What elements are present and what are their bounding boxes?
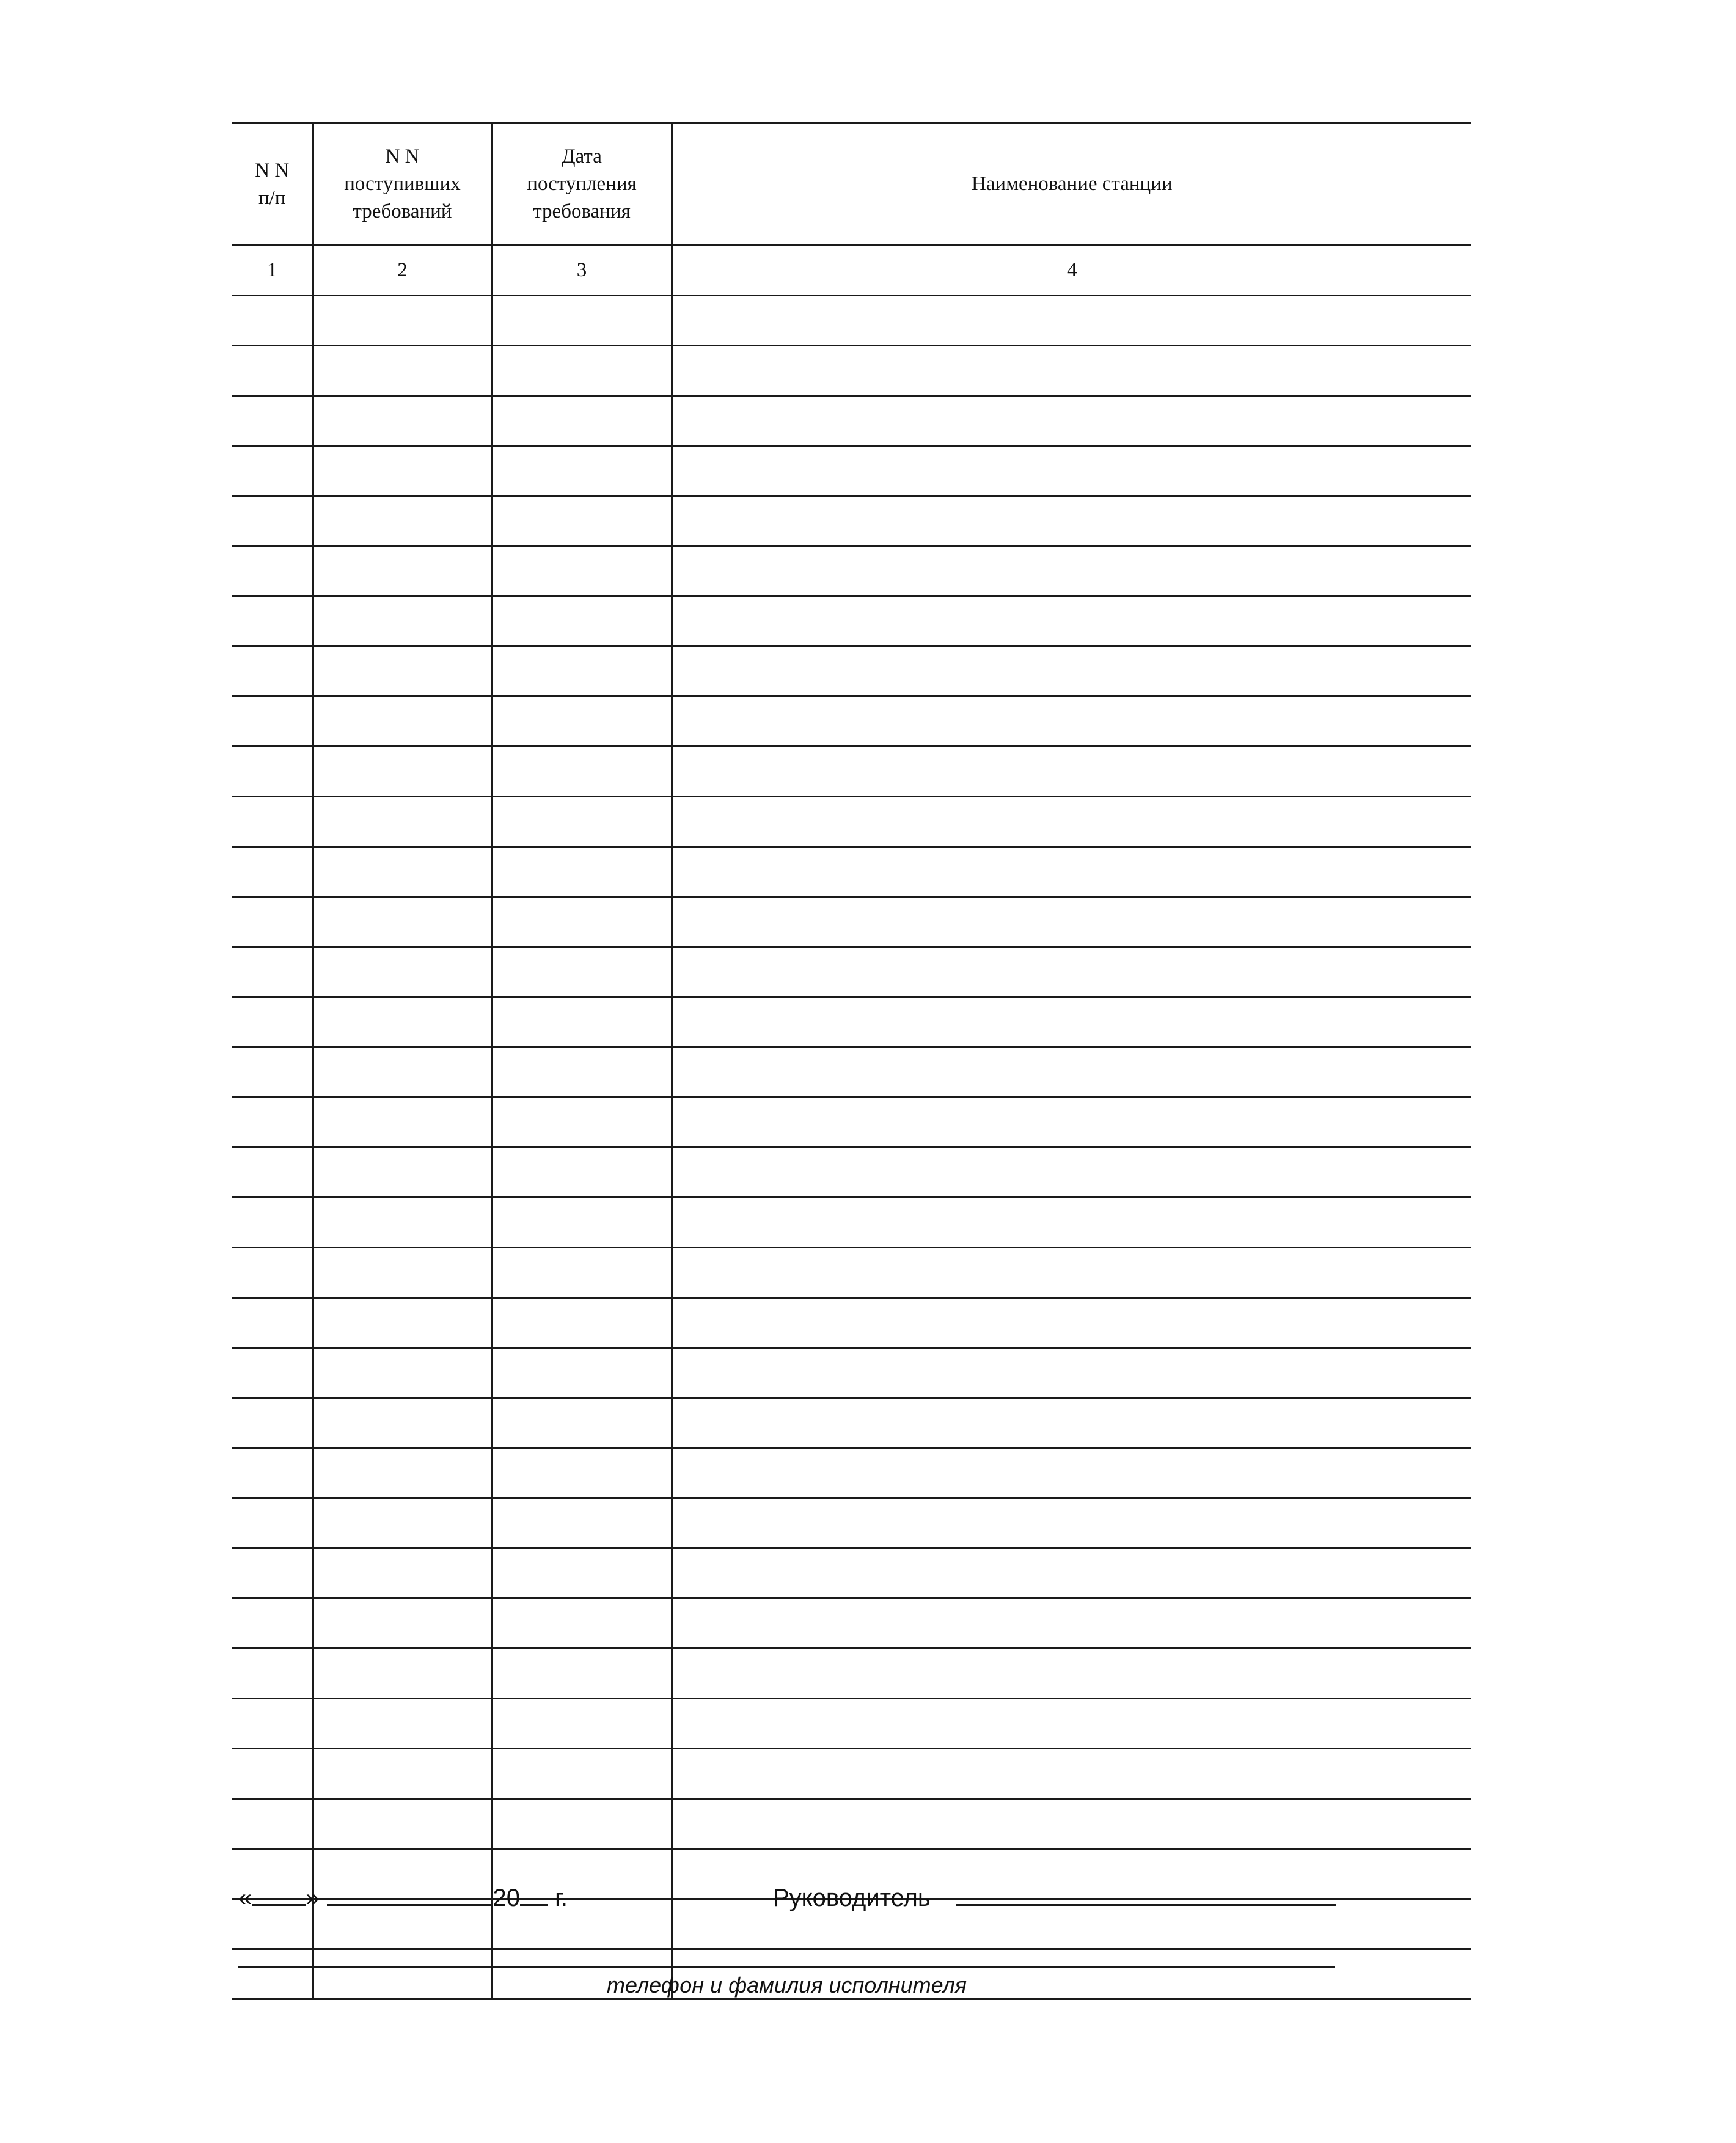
table-cell[interactable] [232, 1799, 313, 1849]
table-cell[interactable] [313, 797, 492, 847]
table-cell[interactable] [492, 446, 672, 496]
table-cell[interactable] [313, 1047, 492, 1097]
header-cell-number: N N п/п [232, 123, 313, 246]
table-cell[interactable] [492, 1348, 672, 1398]
table-cell[interactable] [313, 1448, 492, 1498]
table-cell[interactable] [492, 697, 672, 747]
table-row [232, 947, 1471, 997]
table-cell[interactable] [672, 1248, 1471, 1298]
table-row [232, 1298, 1471, 1348]
footer-date-signature-line [238, 1880, 1344, 1916]
table-row [232, 1047, 1471, 1097]
table-cell[interactable] [492, 546, 672, 596]
table-row [232, 346, 1471, 396]
table-cell[interactable] [232, 396, 313, 446]
table-cell[interactable] [232, 997, 313, 1047]
column-number: 2 [313, 246, 492, 296]
table-cell[interactable] [672, 546, 1471, 596]
table-cell[interactable] [492, 396, 672, 446]
table-cell[interactable] [492, 1448, 672, 1498]
table-cell[interactable] [672, 1799, 1471, 1849]
table-cell[interactable] [492, 1097, 672, 1148]
header-cell-receipt-date: Дата поступления требования [492, 123, 672, 246]
table-cell[interactable] [313, 396, 492, 446]
table-cell[interactable] [313, 296, 492, 346]
close-quote: » [306, 1885, 320, 1911]
month-blank[interactable] [327, 1880, 493, 1906]
table-row [232, 1649, 1471, 1699]
table-row [232, 1148, 1471, 1198]
table-cell[interactable] [232, 847, 313, 897]
table-row [232, 797, 1471, 847]
table-cell[interactable] [232, 446, 313, 496]
table-cell[interactable] [672, 596, 1471, 647]
table-cell[interactable] [492, 1198, 672, 1248]
table-cell[interactable] [232, 1448, 313, 1498]
table-cell[interactable] [232, 1599, 313, 1649]
table-cell[interactable] [492, 1498, 672, 1548]
table-cell[interactable] [232, 1348, 313, 1398]
header-cell-station-name: Наименование станции [672, 123, 1471, 246]
table-cell[interactable] [232, 296, 313, 346]
table-row [232, 496, 1471, 546]
table-cell[interactable] [672, 747, 1471, 797]
table-cell[interactable] [492, 647, 672, 697]
table-row [232, 697, 1471, 747]
table-header-row [232, 123, 1471, 246]
table-cell[interactable] [313, 446, 492, 496]
date-field [238, 1880, 568, 1912]
table-cell[interactable] [313, 546, 492, 596]
table-cell[interactable] [313, 1148, 492, 1198]
table-row [232, 396, 1471, 446]
open-quote: « [238, 1885, 252, 1911]
table-cell[interactable] [313, 1498, 492, 1548]
table-cell[interactable] [313, 1548, 492, 1599]
column-number-row [232, 246, 1471, 296]
table-row [232, 847, 1471, 897]
table-cell[interactable] [672, 396, 1471, 446]
table-cell[interactable] [232, 1047, 313, 1097]
year-blank[interactable] [520, 1880, 548, 1906]
table-cell[interactable] [672, 1097, 1471, 1148]
table-cell[interactable] [672, 496, 1471, 546]
executor-caption: телефон и фамилия исполнителя [607, 1973, 967, 1998]
table-cell[interactable] [672, 1398, 1471, 1448]
requests-register-table [232, 122, 1471, 2000]
column-number: 3 [492, 246, 672, 296]
table-cell[interactable] [232, 797, 313, 847]
executor-blank-line[interactable] [238, 1966, 1335, 1968]
table-cell[interactable] [492, 1398, 672, 1448]
table-cell[interactable] [313, 997, 492, 1047]
table-cell[interactable] [232, 596, 313, 647]
day-blank[interactable] [252, 1880, 306, 1906]
table-cell[interactable] [492, 1599, 672, 1649]
table-cell[interactable] [492, 1799, 672, 1849]
table-cell[interactable] [313, 1799, 492, 1849]
table-cell[interactable] [232, 1749, 313, 1799]
table-row [232, 1448, 1471, 1498]
table-cell[interactable] [313, 1599, 492, 1649]
table-cell[interactable] [232, 897, 313, 947]
table-row [232, 296, 1471, 346]
table-cell[interactable] [313, 1398, 492, 1448]
table-body [232, 296, 1471, 1999]
table-row [232, 1348, 1471, 1398]
table-cell[interactable] [232, 496, 313, 546]
table-row [232, 997, 1471, 1047]
table-cell[interactable] [232, 947, 313, 997]
table-cell[interactable] [672, 1749, 1471, 1799]
table-cell[interactable] [672, 897, 1471, 947]
table-cell[interactable] [232, 1198, 313, 1248]
table-row [232, 647, 1471, 697]
year-prefix: 20 [493, 1885, 520, 1911]
table-row [232, 596, 1471, 647]
column-number: 1 [232, 246, 313, 296]
table-cell[interactable] [672, 446, 1471, 496]
table-cell[interactable] [672, 1649, 1471, 1699]
table-cell[interactable] [313, 647, 492, 697]
table-row [232, 747, 1471, 797]
table-row [232, 1699, 1471, 1749]
table-cell[interactable] [232, 1498, 313, 1548]
table-row [232, 1248, 1471, 1298]
table-cell[interactable] [232, 1699, 313, 1749]
table-cell[interactable] [492, 997, 672, 1047]
head-signature-blank[interactable] [956, 1880, 1336, 1906]
table-cell[interactable] [672, 1699, 1471, 1749]
table-cell[interactable] [492, 496, 672, 546]
table-cell[interactable] [672, 1348, 1471, 1398]
table-cell[interactable] [313, 1298, 492, 1348]
table-cell[interactable] [492, 1148, 672, 1198]
table-cell[interactable] [672, 947, 1471, 997]
table-cell[interactable] [492, 1749, 672, 1799]
table-cell[interactable] [313, 747, 492, 797]
table-cell[interactable] [492, 346, 672, 396]
table-row [232, 1749, 1471, 1799]
table-cell[interactable] [232, 346, 313, 396]
table-cell[interactable] [492, 1548, 672, 1599]
table-cell[interactable] [672, 346, 1471, 396]
table-cell[interactable] [672, 697, 1471, 747]
table-cell[interactable] [232, 1248, 313, 1298]
table-cell[interactable] [672, 797, 1471, 847]
table-cell[interactable] [313, 847, 492, 897]
table-cell[interactable] [313, 1699, 492, 1749]
table-cell[interactable] [492, 296, 672, 346]
table-cell[interactable] [672, 296, 1471, 346]
table-cell[interactable] [672, 1448, 1471, 1498]
table-cell[interactable] [313, 897, 492, 947]
table-cell[interactable] [492, 596, 672, 647]
table-cell[interactable] [313, 1097, 492, 1148]
table-cell[interactable] [672, 1198, 1471, 1248]
table-cell[interactable] [492, 1298, 672, 1348]
table-cell[interactable] [232, 1398, 313, 1448]
table-row [232, 1599, 1471, 1649]
table-cell[interactable] [313, 596, 492, 647]
table-cell[interactable] [492, 797, 672, 847]
table-row [232, 1097, 1471, 1148]
head-signature-field [773, 1880, 1336, 1912]
table-cell[interactable] [313, 496, 492, 546]
head-label: Руководитель [773, 1885, 931, 1911]
table-cell[interactable] [313, 1348, 492, 1398]
table-cell[interactable] [232, 647, 313, 697]
table-cell[interactable] [492, 847, 672, 897]
table-row [232, 1548, 1471, 1599]
table-cell[interactable] [672, 997, 1471, 1047]
table-cell[interactable] [232, 1649, 313, 1699]
table-cell[interactable] [232, 747, 313, 797]
table-cell[interactable] [492, 897, 672, 947]
table-row [232, 1498, 1471, 1548]
table-cell[interactable] [313, 1749, 492, 1799]
table-row [232, 1198, 1471, 1248]
header-cell-request-numbers: N N поступивших требований [313, 123, 492, 246]
table-cell[interactable] [313, 697, 492, 747]
table-cell[interactable] [672, 847, 1471, 897]
table-cell[interactable] [672, 1498, 1471, 1548]
table-row [232, 1398, 1471, 1448]
table-cell[interactable] [492, 1699, 672, 1749]
table-row [232, 897, 1471, 947]
table-cell[interactable] [232, 1548, 313, 1599]
table-cell[interactable] [492, 747, 672, 797]
column-number: 4 [672, 246, 1471, 296]
table-cell[interactable] [313, 346, 492, 396]
table-cell[interactable] [672, 1548, 1471, 1599]
table-cell[interactable] [313, 1649, 492, 1699]
table-cell[interactable] [232, 1097, 313, 1148]
table-cell[interactable] [492, 947, 672, 997]
table-cell[interactable] [313, 1198, 492, 1248]
table-cell[interactable] [672, 647, 1471, 697]
table-row [232, 446, 1471, 496]
table-cell[interactable] [232, 1148, 313, 1198]
table-cell[interactable] [313, 947, 492, 997]
table-cell[interactable] [672, 1298, 1471, 1348]
table-cell[interactable] [492, 1649, 672, 1699]
table-cell[interactable] [232, 546, 313, 596]
table-cell[interactable] [232, 1298, 313, 1348]
table-cell[interactable] [492, 1047, 672, 1097]
year-suffix: г. [548, 1885, 568, 1911]
table-row [232, 1799, 1471, 1849]
table-cell[interactable] [492, 1248, 672, 1298]
table-cell[interactable] [672, 1148, 1471, 1198]
table-cell[interactable] [232, 697, 313, 747]
table-cell[interactable] [672, 1599, 1471, 1649]
table-cell[interactable] [672, 1047, 1471, 1097]
table-row [232, 546, 1471, 596]
table-cell[interactable] [313, 1248, 492, 1298]
